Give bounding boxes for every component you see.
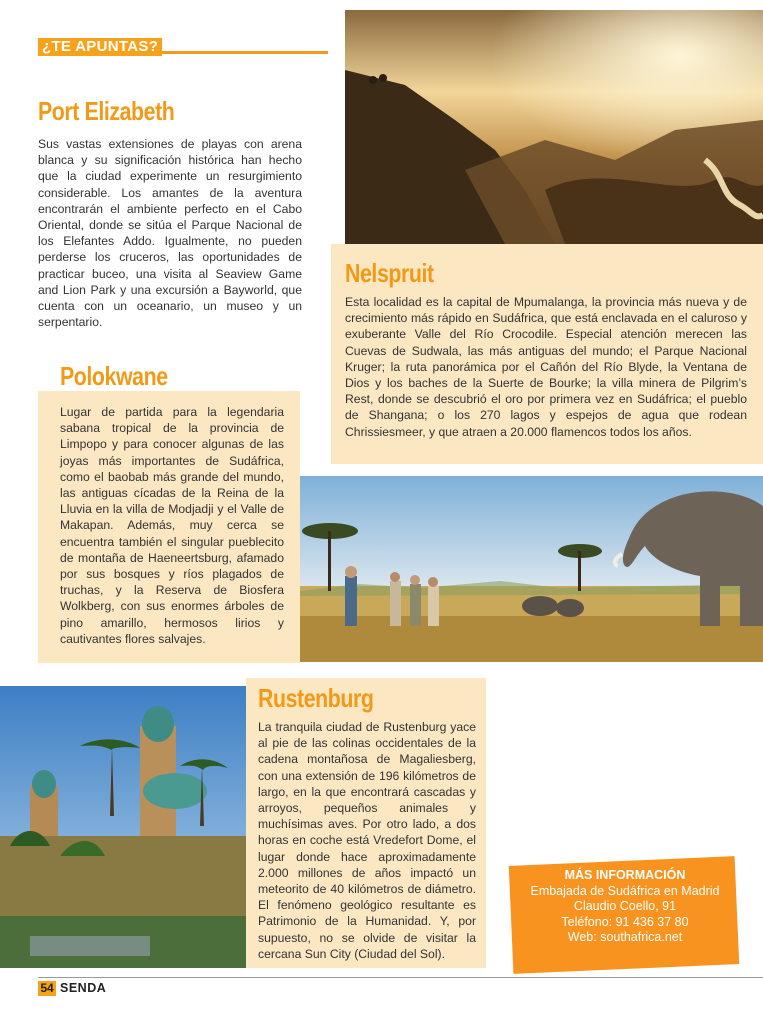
info-box <box>517 868 733 964</box>
info-address: Claudio Coello, 91 <box>573 899 677 914</box>
info-embassy: Embajada de Sudáfrica en Madrid <box>530 883 720 898</box>
nelspruit-title: Nelspruit <box>345 258 434 288</box>
section-tag: ¿TE APUNTAS? <box>38 38 162 56</box>
page-number: 54 <box>38 981 56 996</box>
port-elizabeth-text: Sus vastas extensiones de playas con arena blanca y su significación histórica han hecho que la ciudad experimente un resurgimiento considerable. Los amantes de la aventura encontrarán el ambiente perfecto en el Cabo Oriental, donde se sitúa el Parque Nacional de los Elefantes Addo. Igualmente, no pueden perderse los cruceros, las oportunidades de practicar buceo, una visita al Seaview Game and Lion Park y una excursión a Bayworld, que cuenta con un oceanario, un museo y un serpentario. <box>38 137 302 330</box>
polokwane-title: Polokwane <box>60 361 168 391</box>
polokwane-text: Lugar de partida para la legendaria sabana tropical de la provincia de Limpopo y para conocer algunas de las joyas más importantes de Sudáfrica, como el baobab más grande del mundo, las antiguas cícadas de la Reina de la Lluvia en la villa de Modjadji y el Valle de Makapan. Además, muy cerca se encuentra también el singular pueblecito de montaña de Haeneertsburg, afamado por sus bosques y ríos plagados de truchas, y la Reserva de Biosfera Wolkberg, con sus enormes árboles de pino amarillo, hermosos lirios y cautivantes flores salvajes. <box>60 405 284 646</box>
info-web: Web: southafrica.net <box>567 930 683 945</box>
rustenburg-text: La tranquila ciudad de Rustenburg yace al pie de las colinas occidentales de la cadena montañosa de Magaliesberg, con una extensión de 196 kilómetros de largo, en la que encontrará cascadas y arroyos, pequeños animales y muchísimas aves. Por otro lado, a dos horas en coche está Vredefort Dome, el lugar donde hace aproximadamente 2.000 millones de años impactó un meteorito de 40 kilómetros de diámetro. El fenómeno geológico resultante es Patrimonio de la Humanidad. Y, por supuesto, no se olvide de visitar la cercana Sun City (Ciudad del Sol). <box>258 720 476 961</box>
nelspruit-text: Esta localidad es la capital de Mpumalanga, la provincia más nueva y de crecimiento más rápido en Sudáfrica, que está enclavada en el caluroso y exuberante Valle del Río Crocodile. Especial atención merecen las Cuevas de Sudwala, las más antiguas del mundo; el Parque Nacional Kruger; la ruta panorámica por el Cañón del Río Blyde, la Ventana de Dios y los baches de la Suerte de Bourke; la villa minera de Pilgrim’s Rest, donde se descubrió el oro por primera vez en Sudáfrica; el pueblo de Shangana; o los 270 lagos y espejos de agua que rodean Chrissiesmeer, y que atraen a 20.000 flamencos todos los años. <box>345 295 747 439</box>
elephant-safari-photo <box>300 476 763 662</box>
info-title: MÁS INFORMACIÓN <box>564 868 686 882</box>
footer-divider <box>38 977 763 978</box>
canyon-sunset-photo <box>345 10 763 244</box>
port-elizabeth-title: Port Elizabeth <box>38 96 175 126</box>
sun-city-palace-photo <box>0 686 246 968</box>
magazine-name: SENDA <box>60 981 107 995</box>
info-phone: Teléfono: 91 436 37 80 <box>561 914 689 929</box>
rustenburg-title: Rustenburg <box>258 683 374 713</box>
